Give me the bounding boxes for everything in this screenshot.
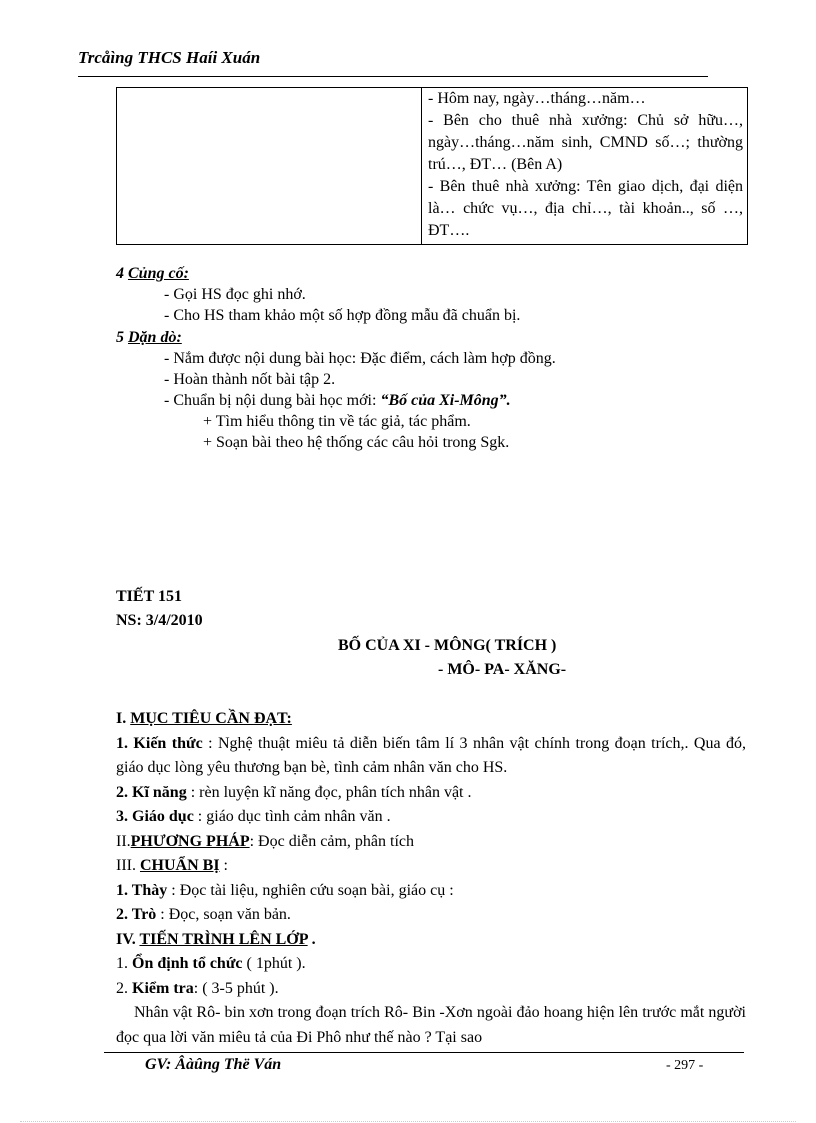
review-heading: 4 Củng cố:	[116, 265, 189, 282]
list-item: - Cho HS tham khảo một số hợp đồng mẫu đã chuẩn bị.	[164, 307, 521, 324]
table-line: - Bên cho thuê nhà xưởng: Chủ sở hữu…, ngày…tháng…năm sinh, CMND số…; thường trú…, ĐT… (Bên A)	[428, 112, 743, 173]
table-line: - Bên thuê nhà xưởng: Tên giao dịch, đại diện là… chức vụ…, địa chỉ…, tài khoản.., số …, ĐT….	[428, 178, 743, 239]
table-line: - Hôm nay, ngày…tháng…năm…	[428, 90, 646, 107]
school-header: Trcåìng THCS Haíi Xuán	[78, 48, 261, 67]
knowledge-item: 1. Kiến thức : Nghệ thuật miêu tả diễn biến tâm lí 3 nhân vật chính trong đoạn trích,. Qua đó, giáo dục lòng yêu thương bạn bè, tình cảm nhân văn cho HS.	[116, 734, 746, 776]
footer-rule	[104, 1052, 744, 1053]
page-edge-divider	[20, 1121, 796, 1122]
lesson-content	[116, 707, 746, 1050]
lesson-number: TIẾT 151	[116, 588, 182, 605]
list-item: - Gọi HS đọc ghi nhớ.	[164, 286, 306, 303]
section-method: II.PHƯƠNG PHÁP: Đọc diễn cảm, phân tích	[116, 832, 414, 850]
table-cell-right	[422, 88, 748, 245]
section-objectives-heading: I. MỤC TIÊU CẦN ĐẠT:	[116, 710, 292, 727]
section-review	[116, 263, 520, 326]
lesson-date: NS: 3/4/2010	[116, 612, 203, 629]
student-item: 2. Trò : Đọc, soạn văn bản.	[116, 906, 291, 923]
list-item: - Hoàn thành nốt bài tập 2.	[164, 371, 336, 388]
sub-item: + Soạn bài theo hệ thống các câu hỏi trong Sgk.	[203, 434, 510, 451]
teacher-item: 1. Thày : Đọc tài liệu, nghiên cứu soạn bài, giáo cụ :	[116, 881, 454, 899]
organize-item: 1. Ổn định tổ chức ( 1phút ).	[116, 955, 306, 972]
header-rule	[78, 76, 708, 77]
section-procedure: IV. TIẾN TRÌNH LÊN LỚP .	[116, 930, 316, 948]
skill-item: 2. Kĩ năng : rèn luyện kĩ năng đọc, phân tích nhân vật .	[116, 783, 472, 801]
list-item: - Nắm được nội dung bài học: Đặc điểm, cách làm hợp đồng.	[164, 350, 556, 367]
list-item: - Chuẩn bị nội dung bài học mới: “Bố của Xi-Mông”.	[164, 392, 511, 409]
section-homework	[116, 327, 556, 453]
lesson-author: - MÔ- PA- XĂNG-	[438, 661, 567, 678]
page-number: - 297 -	[666, 1058, 704, 1073]
section-preparation: III. CHUẨN BỊ :	[116, 857, 228, 874]
footer-author: GV: Âàûng Thë Ván	[145, 1056, 282, 1073]
homework-heading: 5 Dặn dò:	[116, 329, 182, 346]
check-item: 2. Kiểm tra: ( 3-5 phút ).	[116, 979, 279, 997]
lesson-title: BỐ CỦA XI - MÔNG( TRÍCH )	[338, 637, 557, 654]
education-item: 3. Giáo dục : giáo dục tình cảm nhân văn .	[116, 808, 391, 825]
continuation-table	[116, 87, 748, 245]
sub-item: + Tìm hiểu thông tin về tác giả, tác phẩm.	[203, 413, 471, 430]
question-paragraph: Nhân vật Rô- bin xơn trong đoạn trích Rô- Bin -Xơn ngoài đảo hoang hiện lên trước mắt người đọc qua lời văn miêu tả của Đi Phô như thế nào ? Tại sao	[116, 1004, 746, 1046]
table-cell-left	[117, 88, 422, 245]
